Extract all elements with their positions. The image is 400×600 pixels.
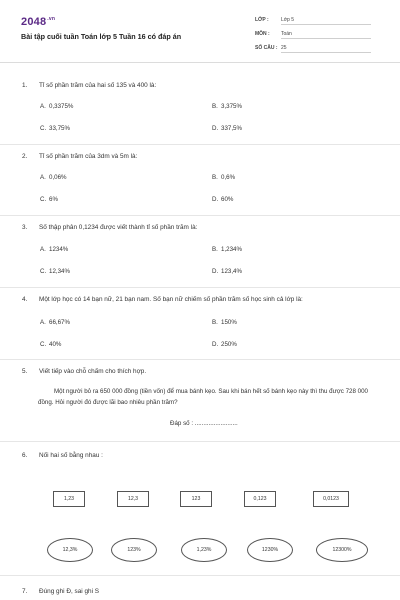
question-divider [0, 441, 400, 442]
match-box[interactable]: 12,3 [117, 491, 149, 507]
q2-option-c[interactable]: C. 6% [40, 196, 58, 203]
question-divider [0, 575, 400, 576]
header-divider [0, 62, 400, 63]
question-6: 6. Nối hai số bằng nhau : [22, 452, 103, 459]
q1-option-c[interactable]: C. 33,75% [40, 125, 70, 132]
q3-option-c[interactable]: C. 12,34% [40, 268, 70, 275]
question-4: 4. Một lớp học có 14 bạn nữ, 21 bạn nam. Số bạn nữ chiếm số phần trăm số học sinh cả lớp là: [22, 296, 303, 303]
q1-option-b[interactable]: B. 3,375% [212, 103, 242, 110]
logo-suffix: .vn [47, 16, 56, 23]
match-box[interactable]: 0,123 [244, 491, 276, 507]
question-divider [0, 287, 400, 288]
q3-option-b[interactable]: B. 1,234% [212, 246, 242, 253]
q4-option-c[interactable]: C. 40% [40, 341, 62, 348]
q4-option-b[interactable]: B. 150% [212, 319, 237, 326]
question-divider [0, 359, 400, 360]
question-3: 3. Số thập phân 0,1234 được viết thành tỉ số phần trăm là: [22, 224, 198, 231]
q4-option-d[interactable]: D. 250% [212, 341, 237, 348]
match-ellipse[interactable]: 1,23% [181, 538, 227, 562]
site-logo[interactable]: $2048^{.vn}$ [21, 16, 56, 28]
question-5: 5. Viết tiếp vào chỗ chấm cho thích hợp. [22, 368, 147, 375]
question-1: 1. Tỉ số phần trăm của hai số 135 và 400 là: [22, 82, 157, 89]
question-divider [0, 215, 400, 216]
q4-option-a[interactable]: A. 66,67% [40, 319, 70, 326]
match-box[interactable]: 123 [180, 491, 212, 507]
q3-option-d[interactable]: D. 123,4% [212, 268, 242, 275]
q2-option-b[interactable]: B. 0,6% [212, 174, 236, 181]
document-title: Bài tập cuối tuần Toán lớp 5 Tuần 16 có đáp án [21, 32, 182, 41]
match-ellipse[interactable]: 12300% [316, 538, 368, 562]
q5-answer-line[interactable]: Đáp số : ......................... [170, 420, 238, 427]
q2-option-a[interactable]: A. 0,06% [40, 174, 67, 181]
match-ellipse[interactable]: 12,3% [47, 538, 93, 562]
question-7: 7. Đúng ghi Đ, sai ghi S [22, 588, 100, 595]
match-ellipse[interactable]: 123% [111, 538, 157, 562]
q5-problem-text: Một người bỏ ra 650 000 đồng (tiền vốn) để mua bánh kẹo. Sau khi bán hết số bánh kẹo này thì thu được 728 000 đồng. Hỏi người đó được lãi bao nhiêu phần trăm? [38, 388, 368, 406]
question-divider [0, 144, 400, 145]
question-2: 2. Tỉ số phần trăm của 3dm và 5m là: [22, 153, 138, 160]
match-box[interactable]: 0,0123 [313, 491, 349, 507]
q3-option-a[interactable]: A. 1234% [40, 246, 69, 253]
meta-subject: MÔN : Toán [255, 31, 371, 39]
q1-option-d[interactable]: D. 337,5% [212, 125, 242, 132]
match-ellipse[interactable]: 1230% [247, 538, 293, 562]
q2-option-d[interactable]: D. 60% [212, 196, 234, 203]
match-box[interactable]: 1,23 [53, 491, 85, 507]
meta-question-count: SỐ CÂU : 25 [255, 45, 371, 53]
meta-class: LỚP : Lớp 5 [255, 17, 371, 25]
q1-option-a[interactable]: A. 0,3375% [40, 103, 74, 110]
